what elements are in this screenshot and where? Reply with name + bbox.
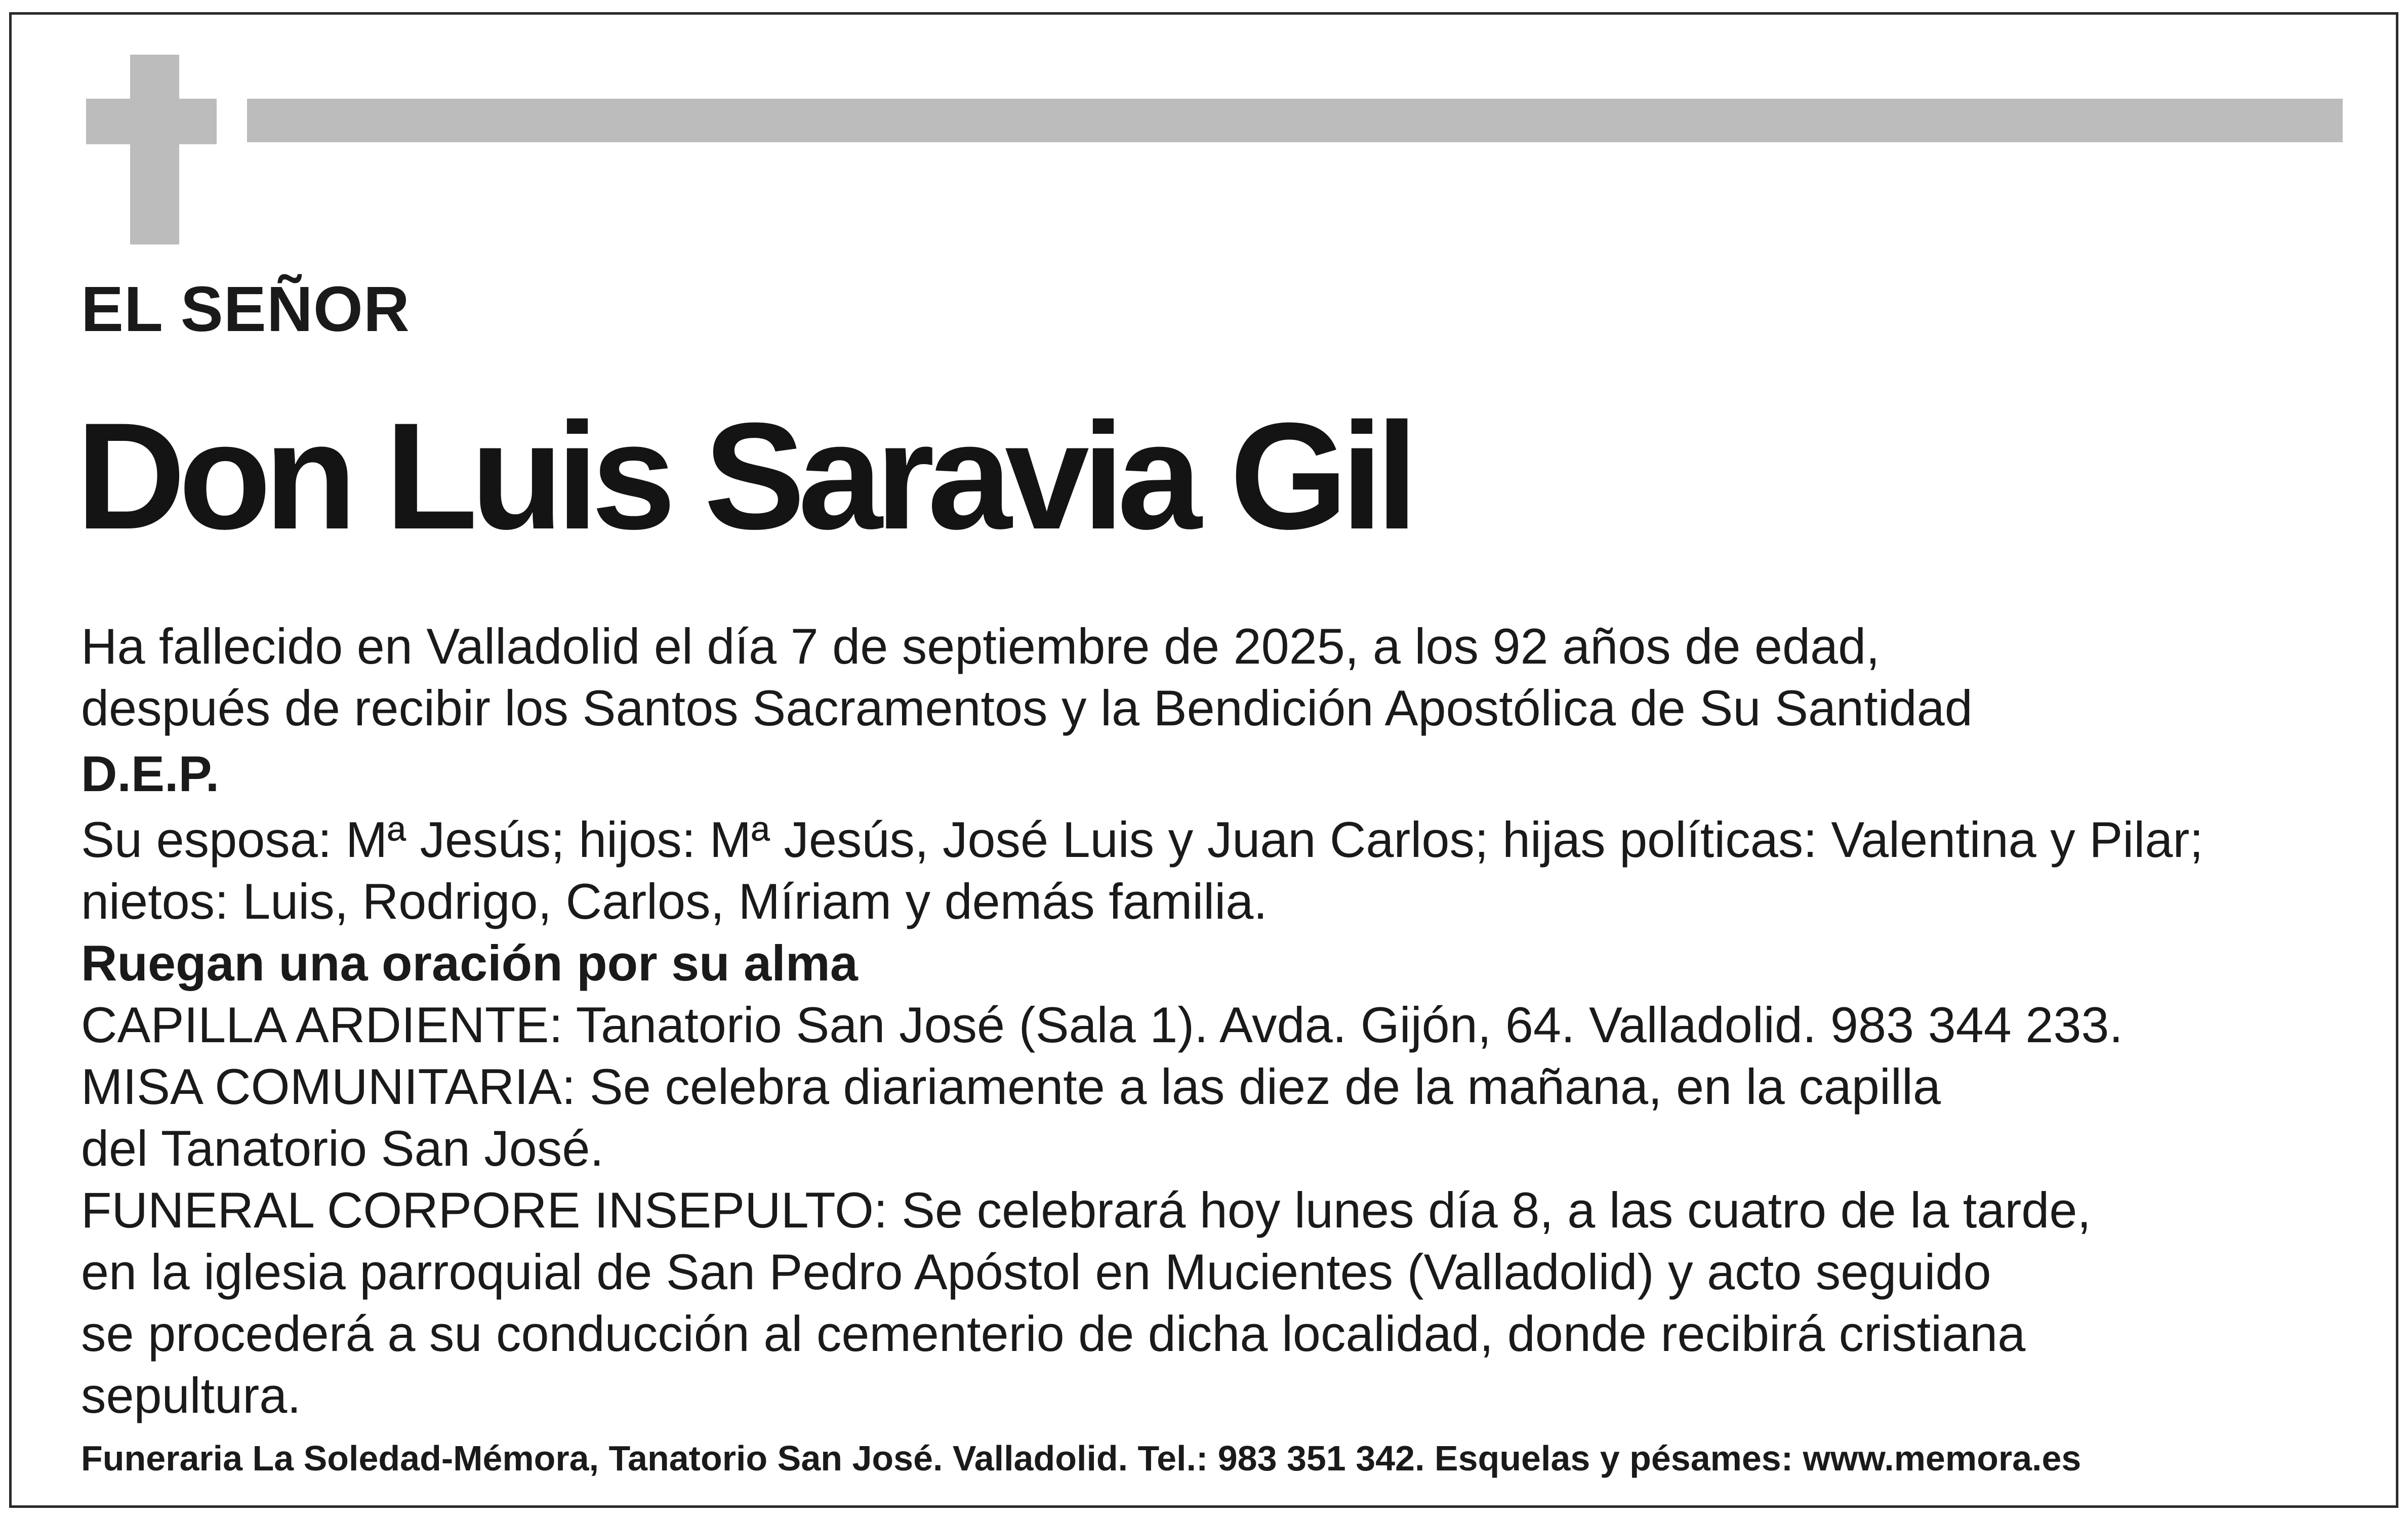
details-line: en la iglesia parroquial de San Pedro Apóstol en Mucientes (Valladolid) y acto seguido <box>81 1244 1991 1300</box>
family-line: Su esposa: Mª Jesús; hijos: Mª Jesús, José Luis y Juan Carlos; hijas políticas: Valentina y Pilar; <box>81 811 2203 868</box>
funeral-home-footer: Funeraria La Soledad-Mémora, Tanatorio San José. Valladolid. Tel.: 983 351 342. Esquelas y pésames: www.memora.es <box>81 1439 2082 1478</box>
death-line: después de recibir los Santos Sacramentos y la Bendición Apostólica de Su Santidad <box>81 680 1973 736</box>
details-line: sepultura. <box>81 1367 301 1423</box>
cross-horizontal-beam <box>86 99 217 144</box>
deceased-name: Don Luis Saravia Gil <box>76 391 1411 561</box>
prayer-request: Ruegan una oración por su alma <box>81 935 858 991</box>
notice-title: EL SEÑOR <box>81 273 410 345</box>
family-line: nietos: Luis, Rodrigo, Carlos, Míriam y demás familia. <box>81 873 1268 929</box>
dep-label: D.E.P. <box>81 746 220 802</box>
details-line: se procederá a su conducción al cementerio de dicha localidad, donde recibirá cristiana <box>81 1305 2026 1362</box>
cross-vertical-beam <box>130 55 179 244</box>
notice-body <box>81 616 2359 1426</box>
details-line: MISA COMUNITARIA: Se celebra diariamente a las diez de la mañana, en la capilla <box>81 1058 1941 1115</box>
death-line: Ha fallecido en Valladolid el día 7 de septiembre de 2025, a los 92 años de edad, <box>81 618 1880 674</box>
header-divider-bar <box>247 99 2343 142</box>
details-line: CAPILLA ARDIENTE: Tanatorio San José (Sala 1). Avda. Gijón, 64. Valladolid. 983 344 233. <box>81 997 2123 1053</box>
details-line: FUNERAL CORPORE INSEPULTO: Se celebrará hoy lunes día 8, a las cuatro de la tarde, <box>81 1182 2091 1238</box>
details-line: del Tanatorio San José. <box>81 1120 604 1176</box>
